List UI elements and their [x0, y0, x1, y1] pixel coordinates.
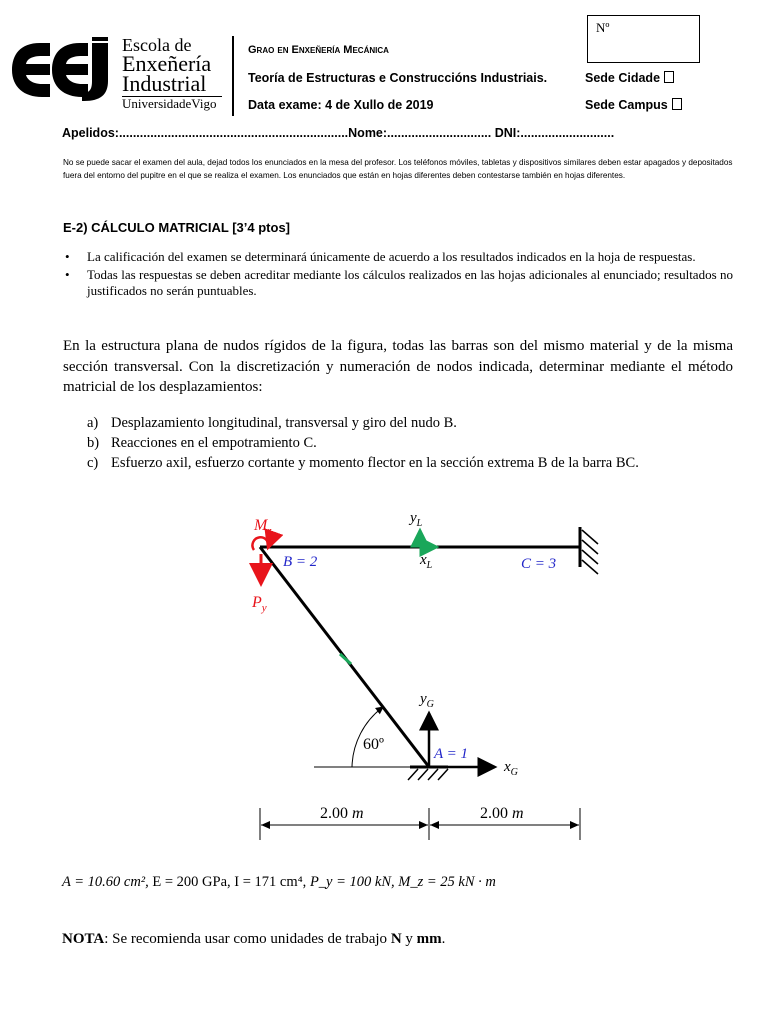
university-name: UniversidadeVigo [122, 96, 217, 111]
global-x-label: $x_G$ [504, 759, 518, 778]
node-b-label: B = 2 [283, 554, 318, 570]
school-name-line3: Industrial [122, 71, 207, 96]
school-name-line2: Enxeñería [122, 51, 212, 76]
load-label: $P_y$ [252, 594, 267, 614]
dimension-right-label: 2.00 m [480, 805, 524, 822]
problem-statement: En la estructura plana de nudos rígidos de la figura, todas las barras son del mismo material y de la misma sección transversal. Con la discretización y numeración de nodos indicada, determinar mediante el método matricial de los desplazamientos: [63, 338, 733, 395]
site-cidade-checkbox[interactable] [664, 71, 674, 83]
task-item [87, 413, 639, 433]
task-list [87, 413, 639, 473]
instruction-item: • Todas las respuestas se deben acreditar mediante los cálculos realizados en las hojas adicionales al enunciado; resultados no justificados no serán puntuables. [63, 267, 733, 300]
instructions-list [63, 249, 733, 301]
note-label: NOTA [62, 931, 105, 947]
node-c-label: C = 3 [521, 556, 557, 572]
param-modulus: E = 200 GPa [152, 874, 228, 890]
note-text-end: . [441, 931, 446, 947]
instruction-item: • La calificación del examen se determinará únicamente de acuerdo a los resultados indicados en la hoja de respuestas. [63, 249, 733, 266]
angle-label: 60º [363, 736, 384, 753]
site-campus-option[interactable] [585, 98, 682, 112]
note-text: : Se recomienda usar como unidades de trabajo [104, 931, 391, 947]
task-letter: b) [87, 435, 100, 451]
note-unit-mm: mm [416, 931, 442, 947]
school-name [122, 36, 222, 110]
global-y-label: $y_G$ [420, 691, 434, 710]
dimension-left-label: 2.00 m [320, 805, 364, 822]
school-name-line1: Escola de [122, 35, 192, 55]
task-letter: c) [87, 455, 99, 471]
node-a-label: A = 1 [434, 746, 469, 762]
course-name: Teoría de Estructuras e Construccións Industriais. [248, 71, 548, 85]
task-text: Reacciones en el empotramiento C. [111, 435, 317, 451]
task-item [87, 453, 639, 473]
dimension-lines [260, 808, 580, 840]
problem-parameters [62, 874, 496, 891]
note [62, 931, 445, 948]
site-cidade-label: Sede Cidade [585, 71, 661, 85]
header-divider [232, 36, 234, 116]
site-campus-label: Sede Campus [585, 98, 668, 112]
structure-diagram [240, 500, 610, 845]
local-y-label: $y_L$ [410, 510, 423, 529]
task-text: Desplazamiento longitudinal, transversal y giro del nudo B. [111, 415, 457, 431]
param-load: P_y = 100 kN, [309, 874, 399, 890]
site-cidade-option[interactable] [585, 71, 674, 85]
exam-rules: No se puede sacar el examen del aula, dejad todos los enunciados en la mesa del profesor. Los teléfonos móviles, tabletas y dispositivos similares deben estar apagados y depositados fuera del entorno del pupitre en el que se realiza el examen. Los enunciados que están en hojas diferentes deben contestarse también en hojas diferentes. [63, 158, 733, 180]
fixed-support-a-icon [408, 767, 448, 780]
param-moment: M_z = 25 kN · m [398, 874, 496, 890]
param-inertia: , I = 171 cm⁴, [227, 874, 310, 890]
school-logo-icon [10, 37, 114, 103]
exam-date: Data exame: 4 de Xullo de 2019 [248, 98, 434, 112]
note-unit-n: N [390, 931, 402, 947]
task-text: Esfuerzo axil, esfuerzo cortante y momento flector en la sección extrema B de la barra BC. [111, 455, 639, 471]
student-id-line[interactable]: Apelidos:..................................................................Nome:.............................. DNI:........................... [62, 126, 615, 140]
task-letter: a) [87, 415, 99, 431]
site-campus-checkbox[interactable] [672, 98, 682, 110]
element-ab-mark [340, 654, 351, 664]
task-item [87, 433, 639, 453]
problem-title: E-2) CÁLCULO MATRICIAL [3’4 ptos] [63, 220, 291, 235]
param-area: A = 10.60 cm², [62, 874, 153, 890]
moment-label: $M_z$ [254, 517, 272, 537]
note-text-and: y [401, 931, 417, 947]
fixed-support-c-icon [580, 527, 598, 574]
degree-name: Grao en Enxeñería Mecánica [248, 44, 389, 56]
local-x-label: $x_L$ [420, 552, 433, 571]
exam-number-label: Nº [596, 20, 610, 35]
